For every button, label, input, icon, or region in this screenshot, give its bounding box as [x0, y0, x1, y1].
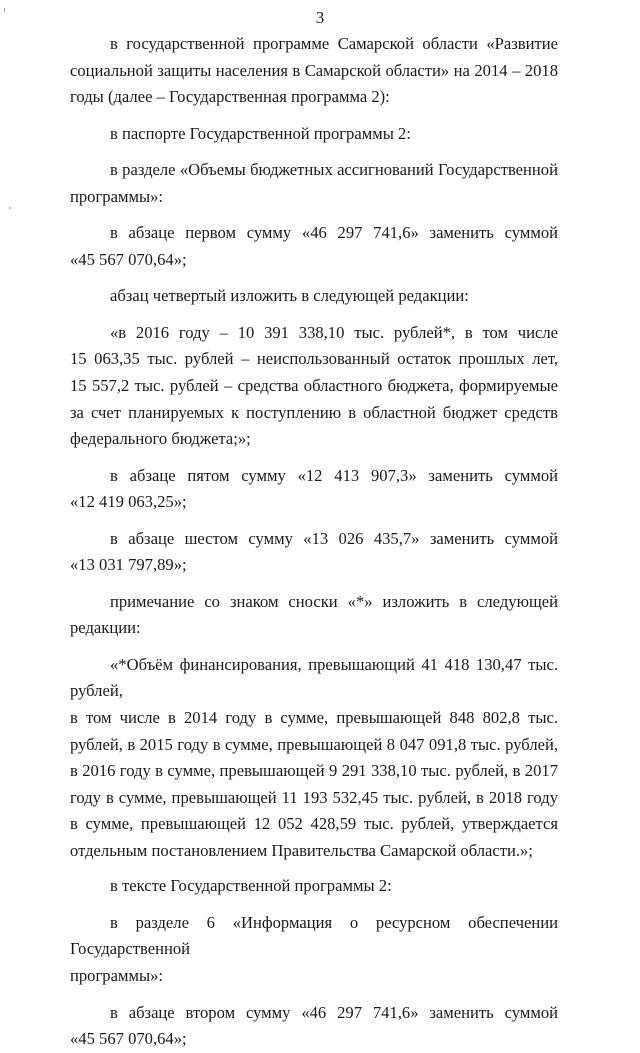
scan-dot	[9, 207, 11, 209]
paragraph-fourth-abzac: абзац четвертый изложить в следующей редакции:	[110, 286, 469, 306]
paragraph-state-program	[70, 31, 558, 111]
paragraph-text: 15 557,2 тыс. рублей – средства областного бюджета, формируемые за счет планируемых к поступлению в областной бюджет средств федерального бюджета;»;	[70, 376, 558, 449]
document-body	[70, 31, 558, 1053]
paragraph-line: в абзаце втором сумму «46 297 741,6» заменить суммой	[110, 1002, 558, 1022]
paragraph-sixth-abzac	[70, 526, 558, 579]
paragraph-text: «13 031 797,89»;	[70, 555, 187, 575]
paragraph-line: в абзаце первом сумму «46 297 741,6» заменить суммой	[110, 223, 558, 243]
paragraph-text: социальной защиты населения в Самарской области» на 2014 – 2018 годы (далее – Государственная программа 2):	[70, 60, 558, 107]
paragraph-program-text: в тексте Государственной программы 2:	[110, 876, 392, 896]
paragraph-line: 15 063,35 тыс. рублей – неиспользованный остаток прошлых лет,	[70, 349, 558, 369]
paragraph-2016-quote	[70, 320, 558, 453]
paragraph-first-abzac	[70, 220, 558, 273]
paragraph-line: в абзаце шестом сумму «13 026 435,7» заменить суммой	[110, 528, 558, 548]
paragraph-second-abzac	[70, 1000, 558, 1053]
paragraph-line: «в 2016 году – 10 391 338,10 тыс. рублей*, в том числе	[110, 322, 558, 342]
paragraph-passport: в паспорте Государственной программы 2:	[110, 123, 411, 143]
paragraph-text: в том числе в 2014 году в сумме, превышающей 848 802,8 тыс. рублей, в 2015 году в сумме, превышающей 8 047 091,8 тыс. рублей, в 2016 году в сумме, превышающей 9 291 338,10 тыс. рублей, в 2017 году в сумме, превышающей 11 193 532,45 тыс. рублей, в 2018 году в сумме, превышающей 12 052 428,59 тыс. рублей, утверждается отдельным постановлением Правительства Самарской области.»;	[70, 708, 558, 860]
paragraph-text: программы»:	[70, 965, 163, 985]
paragraph-line: в разделе 6 «Информация о ресурсном обеспечении Государственной	[70, 912, 558, 959]
paragraph-text: «45 567 070,64»;	[70, 1029, 187, 1049]
paragraph-section-volumes	[70, 157, 558, 210]
paragraph-fifth-abzac	[70, 463, 558, 516]
paragraph-text: «45 567 070,64»;	[70, 249, 187, 269]
paragraph-text: программы»:	[70, 186, 163, 206]
paragraph-line: в абзаце пятом сумму «12 413 907,3» заменить суммой	[110, 465, 558, 485]
page-number: 3	[315, 8, 325, 27]
paragraph-financing-quote	[70, 652, 558, 864]
paragraph-line: в разделе «Объемы бюджетных ассигнований Государственной	[110, 160, 558, 180]
paragraph-text: «12 419 063,25»;	[70, 492, 187, 512]
paragraph-footnote-note: примечание со знаком сноски «*» изложить в следующей редакции:	[70, 591, 558, 638]
paragraph-line: в государственной программе Самарской области «Развитие	[110, 34, 558, 53]
paragraph-line: «*Объём финансирования, превышающий 41 418 130,47 тыс. рублей,	[70, 654, 558, 701]
paragraph-section-6	[70, 910, 558, 990]
